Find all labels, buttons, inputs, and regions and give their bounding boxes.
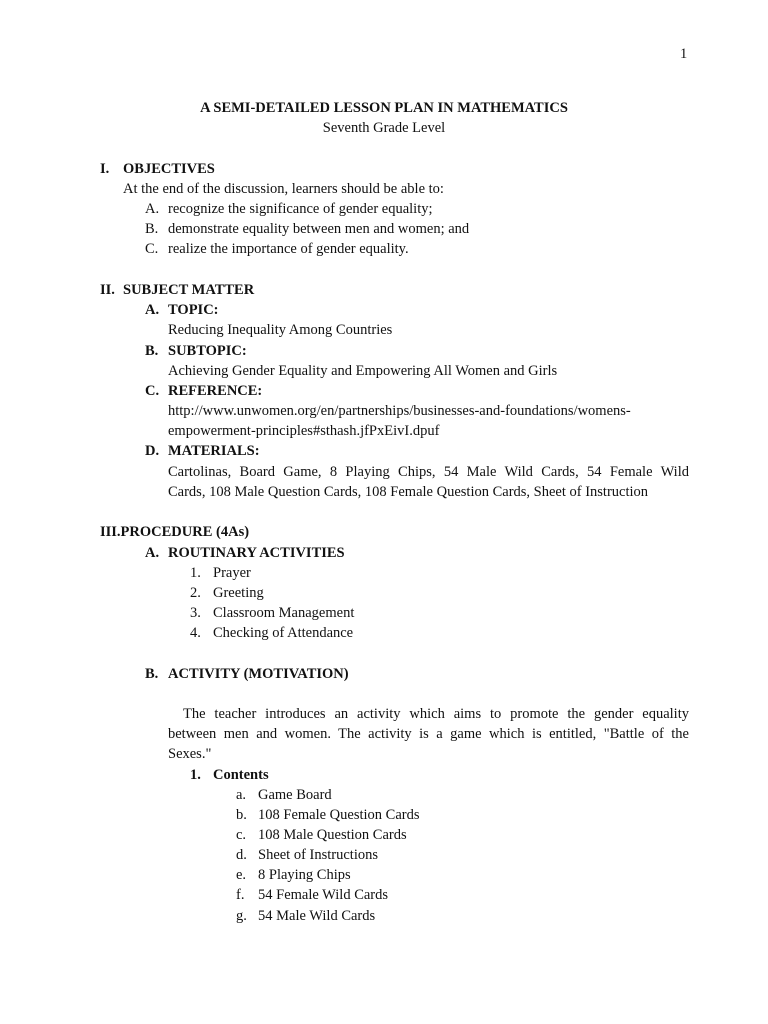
section-numeral: I. xyxy=(100,161,110,177)
section-heading-procedure: III.PROCEDURE (4As) xyxy=(100,524,250,540)
contents-item-text: 8 Playing Chips xyxy=(258,867,351,883)
materials-line-1: Cartolinas, Board Game, 8 Playing Chips, 54 Male Wild Cards, 54 Female Wild xyxy=(168,464,689,480)
list-item-number: 4. xyxy=(190,625,201,641)
contents-item-letter: b. xyxy=(236,807,247,823)
topic-label: TOPIC: xyxy=(168,302,219,318)
activity-paragraph-line-2: between men and women. The activity is a game which is entitled, "Battle of the xyxy=(168,726,689,742)
contents-item-letter: e. xyxy=(236,867,247,883)
list-item-text: Checking of Attendance xyxy=(213,625,354,641)
activity-heading: ACTIVITY (MOTIVATION) xyxy=(168,666,349,682)
section-numeral: II. xyxy=(100,282,115,298)
objectives-intro: At the end of the discussion, learners should be able to: xyxy=(123,181,444,197)
contents-heading: Contents xyxy=(213,767,269,783)
page-number: 1 xyxy=(680,46,688,62)
subsection-letter: A. xyxy=(145,545,160,561)
list-item-number: 3. xyxy=(190,605,201,621)
contents-item-letter: f. xyxy=(236,887,245,903)
contents-item-text: Game Board xyxy=(258,787,332,803)
document-title: A SEMI-DETAILED LESSON PLAN IN MATHEMATICS xyxy=(200,100,568,116)
list-item-letter: A. xyxy=(145,201,160,217)
reference-label: REFERENCE: xyxy=(168,383,263,399)
subsection-letter: C. xyxy=(145,383,160,399)
reference-url-line-2: empowerment-principles#sthash.jfPxEivI.dpuf xyxy=(168,423,440,439)
contents-item-text: 54 Female Wild Cards xyxy=(258,887,389,903)
materials-label: MATERIALS: xyxy=(168,443,260,459)
contents-item-letter: a. xyxy=(236,787,247,803)
subtopic-label: SUBTOPIC: xyxy=(168,343,247,359)
contents-item-text: 108 Male Question Cards xyxy=(258,827,407,843)
activity-paragraph-line-3: Sexes." xyxy=(168,746,212,762)
routinary-heading: ROUTINARY ACTIVITIES xyxy=(168,545,345,561)
list-item-text: realize the importance of gender equality. xyxy=(168,241,409,257)
list-item-text: recognize the significance of gender equality; xyxy=(168,201,433,217)
document-subtitle: Seventh Grade Level xyxy=(322,120,446,136)
materials-line-2: Cards, 108 Male Question Cards, 108 Female Question Cards, Sheet of Instruction xyxy=(168,484,649,500)
list-item-text: demonstrate equality between men and women; and xyxy=(168,221,470,237)
subsection-letter: A. xyxy=(145,302,160,318)
list-item-text: Prayer xyxy=(213,565,251,581)
list-item-number: 1. xyxy=(190,565,201,581)
contents-item-text: Sheet of Instructions xyxy=(258,847,379,863)
section-heading-subject-matter: SUBJECT MATTER xyxy=(123,282,255,298)
activity-paragraph-line-1: The teacher introduces an activity which aims to promote the gender equality xyxy=(183,706,689,722)
contents-item-letter: g. xyxy=(236,908,247,924)
topic-value: Reducing Inequality Among Countries xyxy=(168,322,393,338)
contents-item-text: 54 Male Wild Cards xyxy=(258,908,376,924)
list-item-text: Greeting xyxy=(213,585,264,601)
subtopic-value: Achieving Gender Equality and Empowering All Women and Girls xyxy=(168,363,558,379)
reference-url-line-1: http://www.unwomen.org/en/partnerships/businesses-and-foundations/womens- xyxy=(168,403,631,419)
contents-number: 1. xyxy=(190,767,201,783)
contents-item-letter: d. xyxy=(236,847,247,863)
list-item-letter: B. xyxy=(145,221,159,237)
subsection-letter: B. xyxy=(145,666,159,682)
subsection-letter: B. xyxy=(145,343,159,359)
subsection-letter: D. xyxy=(145,443,160,459)
section-heading-objectives: OBJECTIVES xyxy=(123,161,215,177)
list-item-letter: C. xyxy=(145,241,159,257)
contents-item-letter: c. xyxy=(236,827,247,843)
list-item-text: Classroom Management xyxy=(213,605,355,621)
list-item-number: 2. xyxy=(190,585,201,601)
contents-item-text: 108 Female Question Cards xyxy=(258,807,420,823)
